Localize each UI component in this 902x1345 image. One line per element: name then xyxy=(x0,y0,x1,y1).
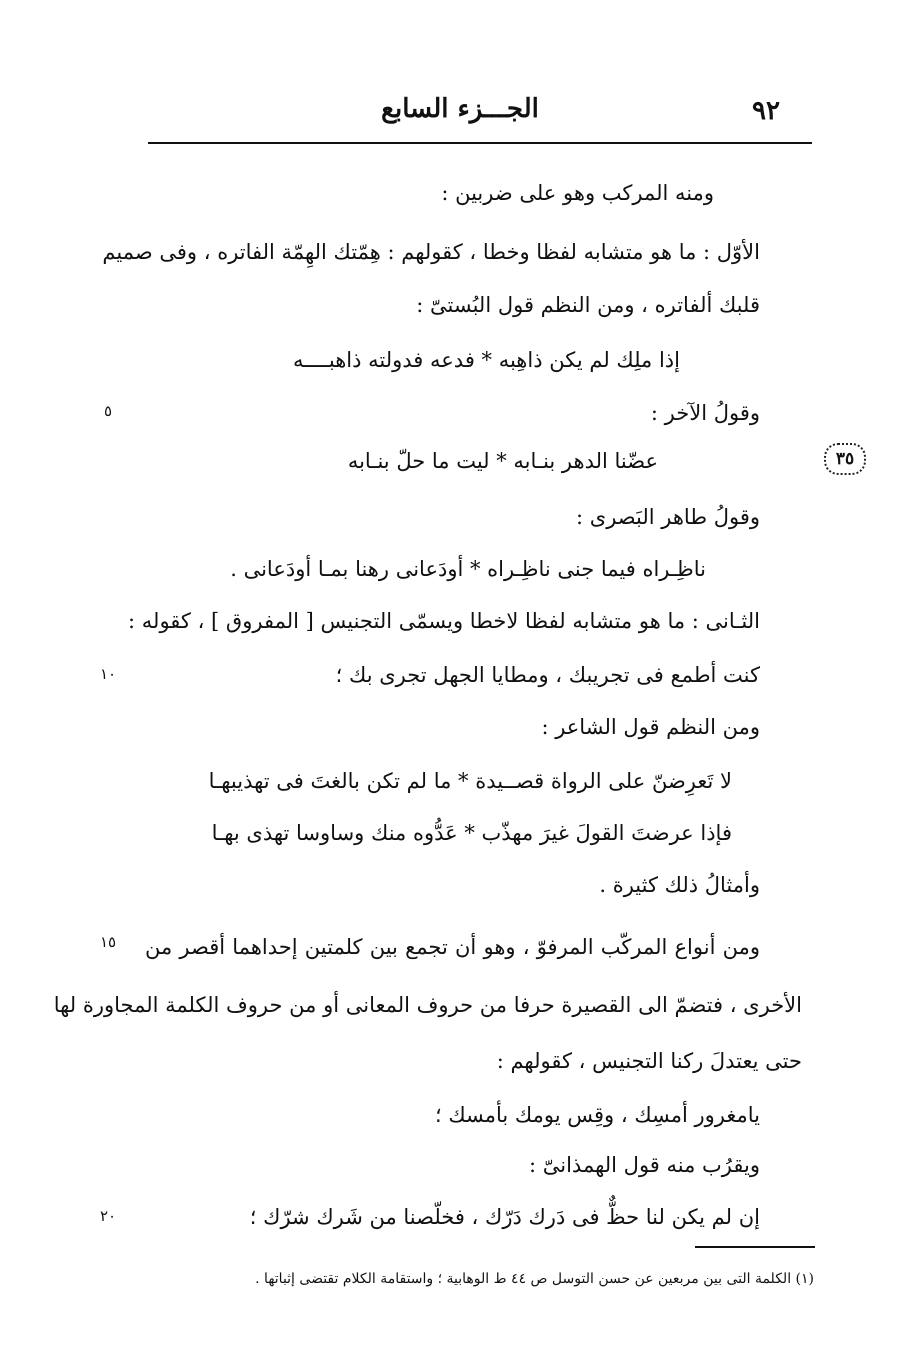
page-number: ٩٢ xyxy=(752,96,780,126)
verse-line: عضّنا الدهر بنـابه * ليت ما حلّ بنـابه xyxy=(347,449,658,473)
footnote: (١) الكلمة التى بين مربعين عن حسن التوسل ص ٤٤ ط الوهابية ؛ واستقامة الكلام تقتضى إثباتها . xyxy=(255,1271,814,1287)
text-line: الأوّل : ما هو متشابه لفظا وخطا ، كقولهم : هِمّتك الهِمّة الفاتره ، وفى صميم xyxy=(102,240,760,264)
text-line: وقولُ طاهر البَصرى : xyxy=(576,505,760,529)
line-number-15: ١٥ xyxy=(99,933,117,951)
verse-line: لا تَعرِضنّ على الرواة قصــيدة * ما لم تكن بالغتَ فى تهذيبهـا xyxy=(208,769,732,793)
text-line: قلبك ألفاتره ، ومن النظم قول البُستىّ : xyxy=(416,293,760,317)
text-line: ويقرُب منه قول الهمذانىّ : xyxy=(529,1153,760,1177)
text-line: يامغرور أمسِك ، وقِس يومك بأمسك ؛ xyxy=(434,1103,760,1127)
text-line: كنت أطمع فى تجريبك ، ومطايا الجهل تجرى بك ؛ xyxy=(335,663,760,687)
chapter-title: الجـــزء السابع xyxy=(381,94,539,124)
text-line: الثـانى : ما هو متشابه لفظا لاخطا ويسمّى التجنيس [ المفروق ] ، كقوله : xyxy=(128,609,760,633)
text-line: وأمثالُ ذلك كثيرة . xyxy=(599,873,760,897)
line-number-5: ٥ xyxy=(103,402,113,420)
text-line: إن لم يكن لنا حظٌّ فى دَرك دَرّك ، فخلّصنا من شَرك شرّك ؛ xyxy=(249,1205,760,1229)
margin-reference-badge: ٣٥ xyxy=(824,443,866,475)
text-line: ومن النظم قول الشاعر : xyxy=(541,715,760,739)
verse-line: فإذا عرضتَ القولَ غيرَ مهذّب * عَدُّوه منك وساوسا تهذى بهـا xyxy=(211,821,732,845)
text-line: الأخرى ، فتضمّ الى القصيرة حرفا من حروف المعانى أو من حروف الكلمة المجاورة لها xyxy=(53,993,802,1017)
line-number-20: ٢٠ xyxy=(99,1207,117,1225)
text-line: ومنه المركب وهو على ضربين : xyxy=(441,181,714,205)
line-number-10: ١٠ xyxy=(99,665,117,683)
header-rule xyxy=(148,142,812,144)
text-line: ومن أنواع المركّب المرفوّ ، وهو أن تجمع بين كلمتين إحداهما أقصر من xyxy=(145,935,760,959)
verse-line: إذا ملِك لم يكن ذاهِبه * فدعه فدولته ذاهبــــه xyxy=(293,348,680,372)
text-line: وقولُ الآخر : xyxy=(650,401,760,425)
footnote-rule xyxy=(695,1246,815,1248)
text-line: حتى يعتدلَ ركنا التجنيس ، كقولهم : xyxy=(496,1049,802,1073)
verse-line: ناظِـراه فيما جنى ناظِـراه * أودَعانى رهنا بمـا أودَعانى . xyxy=(230,557,706,581)
